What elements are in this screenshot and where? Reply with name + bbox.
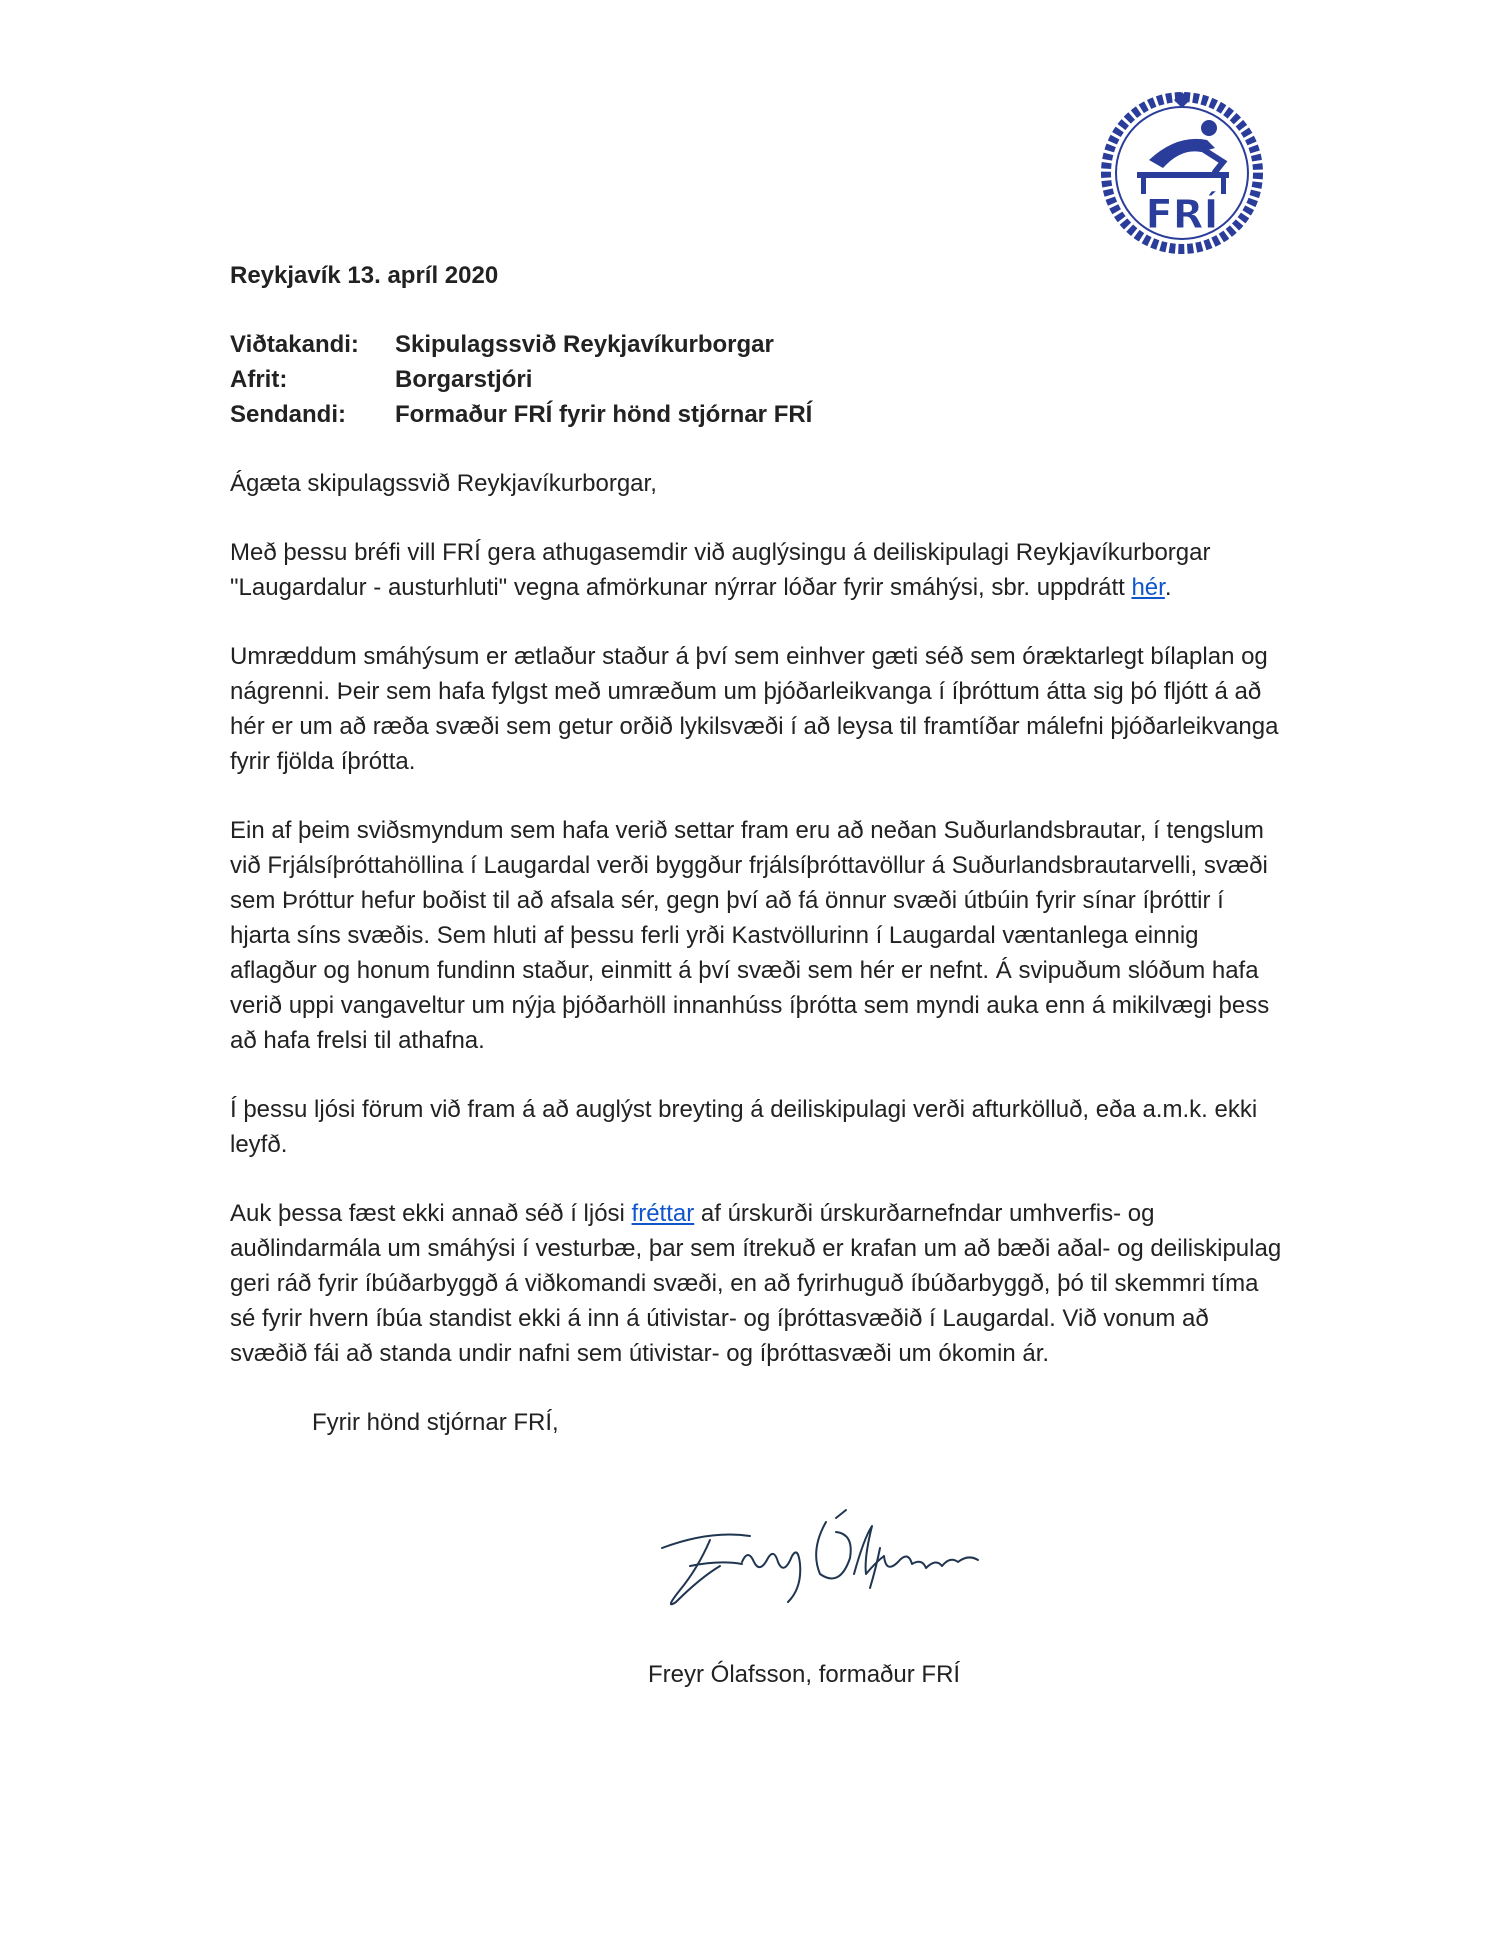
closing: Fyrir hönd stjórnar FRÍ, [312,1409,559,1436]
link-frettar[interactable]: fréttar [631,1200,695,1227]
meta-label: Afrit: [230,366,288,393]
meta-row-copy [230,362,1290,397]
meta-value: Borgarstjóri [395,366,533,393]
meta-value: Formaður FRÍ fyrir hönd stjórnar FRÍ [395,401,813,428]
meta-label: Viðtakandi: [230,331,359,358]
meta-row-recipient [230,327,1290,362]
meta-row-sender [230,397,1290,432]
paragraph-1-end: . [1164,574,1172,601]
letter-body [230,258,1290,1440]
paragraph-2: Umræddum smáhýsum er ætlaður staður á því sem einhver gæti séð sem óræktarlegt bílaplan og nágrenni. Þeir sem hafa fylgst með umræðum um þjóðarleikvanga í íþróttum átta sig þó fljótt á að hér er um að ræða svæði sem getur orðið lykilsvæði í að leysa til framtíðar málefni þjóðarleikvanga fyrir fjölda íþrótta. [230,643,1279,775]
paragraph-4: Í þessu ljósi förum við fram á að auglýst breyting á deiliskipulagi verði afturkölluð, eða a.m.k. ekki leyfð. [230,1096,1258,1158]
letter-meta [230,327,1290,432]
fri-logo [1097,88,1267,258]
paragraph-5-rest: af úrskurði úrskurðarnefndar umhverfis- og auðlindarmála um smáhýsi í vesturbæ, þar sem ítrekuð er krafan um að bæði aðal- og deiliskipulag geri ráð fyrir íbúðarbyggð á viðkomandi svæði, en að fyrirhuguð íbúðarbyggð, þó til skemmri tíma sé fyrir hvern íbúa standist ekki á inn á útivistar- og íþróttasvæðið í Laugardal. Við vonum að svæðið fái að standa undir nafni sem útivistar- og íþróttasvæði um ókomin ár. [230,1200,1282,1367]
meta-label: Sendandi: [230,401,347,428]
logo-text: FRÍ [1145,192,1219,238]
link-uppdrattur[interactable]: hér [1131,574,1165,601]
paragraph-1 [230,535,1290,605]
meta-value: Skipulagssvið Reykjavíkurborgar [395,331,774,358]
paragraph-5 [230,1196,1290,1371]
paragraph-5-start: Auk þessa fæst ekki annað séð í ljósi [230,1200,632,1227]
signer-name: Freyr Ólafsson, formaður FRÍ [648,1661,961,1688]
signature [650,1478,990,1618]
salutation: Ágæta skipulagssvið Reykjavíkurborgar, [230,470,657,497]
letter-date: Reykjavík 13. apríl 2020 [230,262,499,289]
paragraph-3: Ein af þeim sviðsmyndum sem hafa verið settar fram eru að neðan Suðurlandsbrautar, í tengslum við Frjálsíþróttahöllina í Laugardal verði byggður frjálsíþróttavöllur á Suðurlandsbrautarvelli, svæði sem Þróttur hefur boðist til að afsala sér, gegn því að fá önnur svæði útbúin fyrir sínar íþróttir í hjarta síns svæðis. Sem hluti af þessu ferli yrði Kastvöllurinn í Laugardal væntanlega einnig aflagður og honum fundinn staður, einmitt á því svæði sem hér er nefnt. Á svipuðum slóðum hafa verið uppi vangaveltur um nýja þjóðarhöll innanhúss íþrótta sem myndi auka enn á mikilvægi þess að hafa frelsi til athafna. [230,817,1270,1054]
paragraph-1-text: Með þessu bréfi vill FRÍ gera athugasemdir við auglýsingu á deiliskipulagi Reykjavíkurborgar "Laugardalur - austurhluti" vegna afmörkunar nýrrar lóðar fyrir smáhýsi, sbr. uppdrátt [230,539,1211,601]
